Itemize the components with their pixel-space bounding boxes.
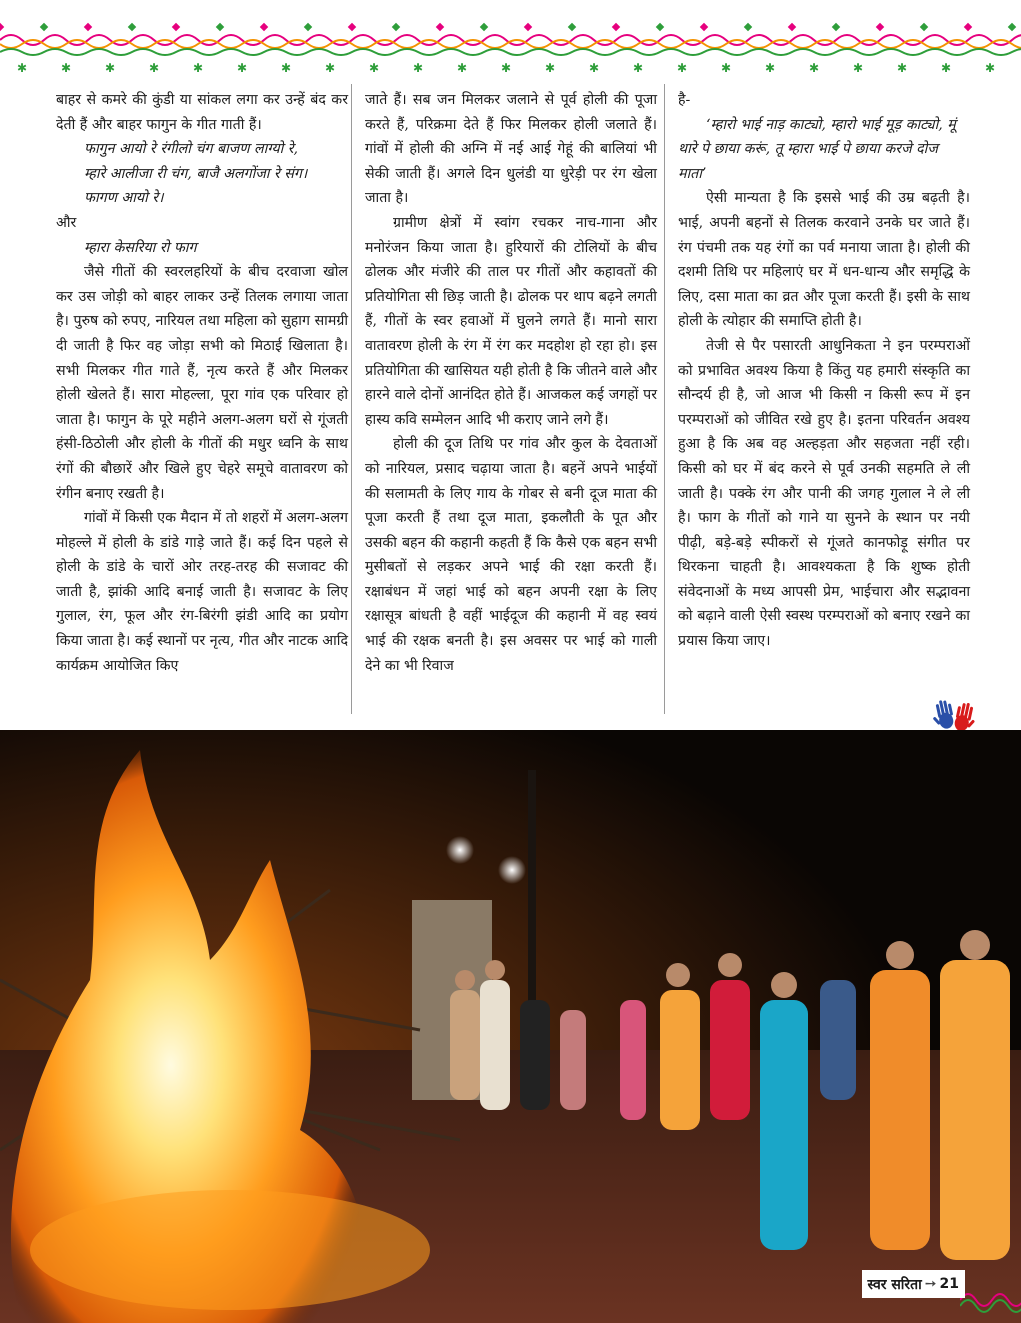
svg-text:✱: ✱	[16, 61, 28, 75]
text-column-1	[56, 88, 348, 678]
paragraph: जाते हैं। सब जन मिलकर जलाने से पूर्व होली की पूजा करते हैं, परिक्रमा देते हैं फिर मिलकर होली जलाते हैं। गांवों में होली की अग्नि में नई आई गेहूं की बालियां भी सेकी जाती हैं। अगले दिन धुलंडी या धुरेड़ी पर रंग खेला जाता है।	[365, 92, 657, 207]
text-column-3	[678, 88, 970, 654]
svg-text:✱: ✱	[984, 61, 996, 75]
column-divider	[351, 84, 352, 714]
paragraph: और	[56, 214, 77, 231]
page-number: 21	[939, 1276, 959, 1292]
svg-text:✱: ✱	[236, 61, 248, 75]
paragraph: गांवों में किसी एक मैदान में तो शहरों में अलग-अलग मोहल्ले में होली के डांडे गाड़े जाते हैं। कई दिन पहले से होली के डांडे के चारों ओर तरह-तरह की सजावट की जाती है, झांकी आदि बनाई जाती है। सजावट के लिए गुलाल, रंग, फूल और रंग-बिरंगी झंडी आदि का प्रयोग किया जाता है। कई स्थानों पर नृत्य, गीत और नाटक आदि कार्यक्रम आयोजित किए	[56, 510, 348, 674]
svg-text:✱: ✱	[324, 61, 336, 75]
paragraph: है-	[678, 92, 691, 108]
svg-text:✱: ✱	[544, 61, 556, 75]
svg-text:✱: ✱	[588, 61, 600, 75]
poem-line: फागुन आयो रे रंगीलो चंग बाजण लाग्यो रे,	[84, 141, 299, 158]
svg-text:✱: ✱	[500, 61, 512, 75]
magazine-name: स्वर सरिता	[867, 1276, 922, 1293]
svg-text:✱: ✱	[192, 61, 204, 75]
svg-text:✱: ✱	[148, 61, 160, 75]
svg-text:✱: ✱	[60, 61, 72, 75]
paragraph: बाहर से कमरे की कुंडी या सांकल लगा कर उन्हें बंद कर देती हैं और बाहर फागुन के गीत गाती हैं।	[56, 92, 348, 133]
svg-text:✱: ✱	[368, 61, 380, 75]
text-column-2	[365, 88, 657, 678]
svg-text:✱: ✱	[852, 61, 864, 75]
paragraph: होली की दूज तिथि पर गांव और कुल के देवताओं को नारियल, प्रसाद चढ़ाया जाता है। बहनें अपने भाईयों की सलामती के लिए गाय के गोबर से बनी दूज माता की पूजा करती हैं तथा दूज माता, इकलौती के पूत और उसकी बहन की कहानी कहती हैं कि कैसे एक बहन सभी मुसीबतों से लड़कर अपने भाई की रक्षा करती हैं। रक्षाबंधन में जहां भाई को बहन अपनी रक्षा के लिए रक्षासूत्र बांधती है वहीं भाईदूज की कहानी में वह स्वयं भाई की रक्षक बनती है। इस अवसर पर भाई को गाली देने का भी रिवाज	[365, 436, 657, 674]
poem-line: ‘म्हारो भाई नाड़ काट्यो, म्हारो भाई मूड़ काट्यो, मूं थारे पे छाया करूं, तू म्हारा भाई पे छाया करजे दोज माता’	[678, 116, 956, 182]
decorative-bottom-border	[960, 1280, 1021, 1320]
poem-line: म्हारा केसरिया रो फाग	[84, 239, 197, 256]
svg-text:✱: ✱	[764, 61, 776, 75]
paragraph: तेजी से पैर पसारती आधुनिकता ने इन परम्पराओं को प्रभावित अवश्य किया है किंतु यह हमारी संस्कृति का सौन्दर्य ही है, जो आज भी किसी न किसी रूप में इन परम्पराओं को जीवित रखे हुए है। इतना परिवर्तन अवश्य हुआ है कि अब वह अल्हड़ता और सहजता नहीं रही। किसी को घर में बंद करने से पूर्व उनकी सहमति ले ली जाती है। पक्के रंग और पानी की जगह गुलाल ने ले ली है। फाग के गीतों को गाने या सुनने के स्थान पर नयी पीढ़ी, बड़े-बड़े स्पीकरों से गूंजते कानफोड़ू संगीत पर थिरकना चाहती है। आवश्यकता है कि शुष्क होती संवेदनाओं के मध्य आपसी प्रेम, भाईचारा और सद्भावना को बढ़ाने वाली ऐसी स्वस्थ परम्पराओं को बनाए रखने का प्रयास किया जाए।	[678, 337, 970, 650]
svg-text:✱: ✱	[940, 61, 952, 75]
poem-line: फागण आयो रे।	[84, 190, 164, 207]
svg-text:✱: ✱	[412, 61, 424, 75]
svg-text:✱: ✱	[896, 61, 908, 75]
paragraph: ग्रामीण क्षेत्रों में स्वांग रचकर नाच-गाना और मनोरंजन किया जाता है। हुरियारों की टोलियों के बीच ढोलक और मंजीरे की ताल पर गीतों और कहावतों की प्रतियोगिता सी छिड़ जाती है। ढोलक पर थाप बढ़ने लगती हैं, गीतों के स्वर हवाओं में घुलने लगते हैं। मानो सारा वातावरण होली के रंग में रंग कर मदहोश हो रहा हो। इस प्रतियोगिता की खासियत यही होती है कि जीतने वाले और हारने वाले दोनों आनंदित होते हैं। आजकल कई जगहों पर हास्य कवि सम्मेलन आदि भी कराए जाने लगे हैं।	[365, 214, 657, 428]
svg-text:✱: ✱	[280, 61, 292, 75]
paragraph: ऐसी मान्यता है कि इससे भाई की उम्र बढ़ती है। भाई, अपनी बहनों से तिलक करवाने उनके घर जाते हैं। रंग पंचमी तक यह रंगों का पर्व मनाया जाता है। होली की दशमी तिथि पर महिलाएं घर में धन-धान्य और समृद्धि के लिए, दसा माता का व्रत और पूजा करती हैं। इसी के साथ होली के त्योहार की समाप्ति होती है।	[678, 190, 970, 330]
page-footer	[862, 1270, 965, 1298]
column-divider	[664, 84, 665, 714]
svg-text:✱: ✱	[632, 61, 644, 75]
paragraph: जैसे गीतों की स्वरलहरियों के बीच दरवाजा खोल कर उस जोड़ी को बाहर लाकर उन्हें तिलक लगाया जाता है। पुरुष को रुपए, नारियल तथा महिला को सुहाग सामग्री दी जाती है फिर वह जोड़ा सभी को मिठाई खिलाता है। सभी मिलकर गीत गाते हैं, नृत्य करते हैं और मिलकर होली खेलते हैं। सारा मोहल्ला, पूरा गांव एक परिवार हो जाता है। फागुन के पूरे महीने अलग-अलग घरों से गूंजती हंसी-ठिठोली और होली के गीतों की मधुर ध्वनि के साथ रंगों की बौछारें और खिले हुए चेहरे समूचे वातावरण को रंगीन बनाए रखती है।	[56, 264, 348, 502]
poem-line: म्हारे आलीजा री चंग, बाजै अलगोंजा रे संग।	[84, 165, 308, 182]
svg-text:✱: ✱	[720, 61, 732, 75]
arrow-icon: ➙	[924, 1276, 937, 1292]
decorative-top-border	[0, 0, 1021, 80]
svg-text:✱: ✱	[104, 61, 116, 75]
holi-bonfire-photo	[0, 730, 1021, 1323]
svg-text:✱: ✱	[676, 61, 688, 75]
handprint-icon	[932, 693, 976, 733]
svg-text:✱: ✱	[456, 61, 468, 75]
svg-text:✱: ✱	[808, 61, 820, 75]
